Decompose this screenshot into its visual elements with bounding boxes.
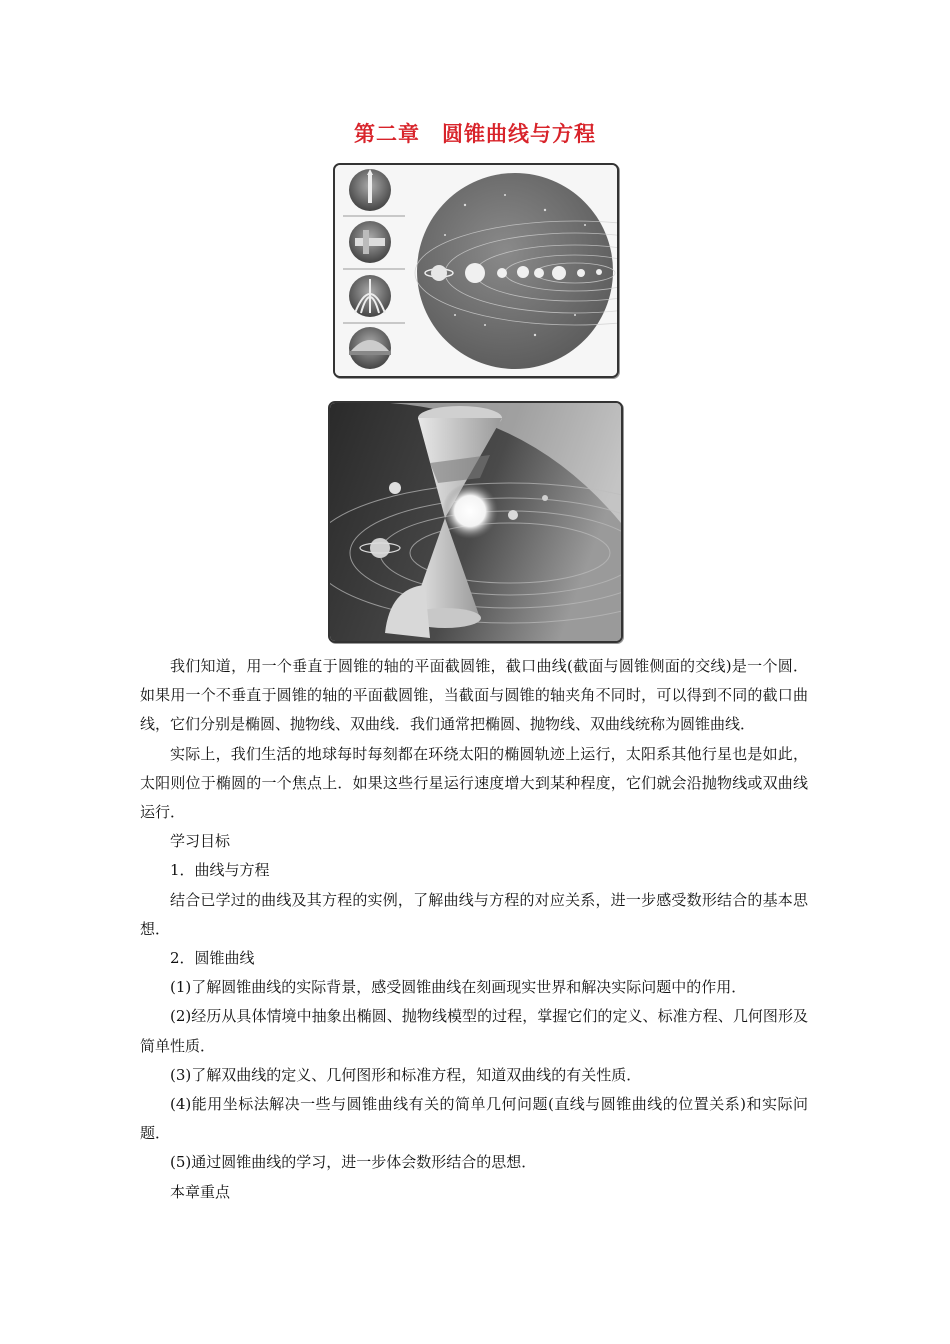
section-1-text: 结合已学过的曲线及其方程的实例，了解曲线与方程的对应关系，进一步感受数形结合的基本思想． — [140, 890, 808, 938]
objective-item: (4)能用坐标法解决一些与圆锥曲线有关的简单几何问题(直线与圆锥曲线的位置关系)和实际问题． — [140, 1095, 808, 1143]
objective-item: (1)了解圆锥曲线的实际背景，感受圆锥曲线在刻画现实世界和解决实际问题中的作用． — [170, 978, 747, 997]
chapter-title: 第二章 圆锥曲线与方程 — [354, 121, 596, 146]
solar-system-illustration — [335, 165, 617, 376]
section-2-title: 2．圆锥曲线 — [170, 949, 255, 968]
sun-icon — [442, 483, 498, 539]
objective-item: (5)通过圆锥曲线的学习，进一步体会数形结合的思想． — [170, 1153, 537, 1172]
cathedral-icon — [349, 275, 391, 317]
rocket-icon — [349, 169, 391, 211]
objective-item: (2)经历从具体情境中抽象出椭圆、抛物线模型的过程，掌握它们的定义、标准方程、几何图形及简单性质． — [140, 1007, 808, 1055]
space-station-icon — [349, 221, 391, 263]
objectives-heading: 学习目标 — [170, 832, 231, 851]
chapter-intro-text — [140, 652, 808, 1207]
objective-item: (3)了解双曲线的定义、几何图形和标准方程，知道双曲线的有关性质． — [170, 1065, 642, 1084]
double-cone-illustration — [330, 403, 621, 641]
figure-solar-system — [333, 163, 619, 378]
intro-paragraph-2: 实际上，我们生活的地球每时每刻都在环绕太阳的椭圆轨迹上运行，太阳系其他行星也是如此，太阳则位于椭圆的一个焦点上．如果这些行星运行速度增大到某种程度，它们就会沿抛物线或双曲线运行． — [140, 744, 808, 822]
figure-conic-sections — [328, 401, 623, 643]
key-points-heading: 本章重点 — [170, 1182, 231, 1201]
section-1-title: 1．曲线与方程 — [170, 861, 270, 880]
intro-paragraph-1: 我们知道，用一个垂直于圆锥的轴的平面截圆锥，截口曲线(截面与圆锥侧面的交线)是一个圆．如果用一个不垂直于圆锥的轴的平面截圆锥，当截面与圆锥的轴夹角不同时，可以得到不同的截口曲线，它们分别是椭圆、抛物线、双曲线．我们通常把椭圆、抛物线、双曲线统称为圆锥曲线． — [140, 657, 808, 734]
dome-icon — [349, 327, 391, 369]
